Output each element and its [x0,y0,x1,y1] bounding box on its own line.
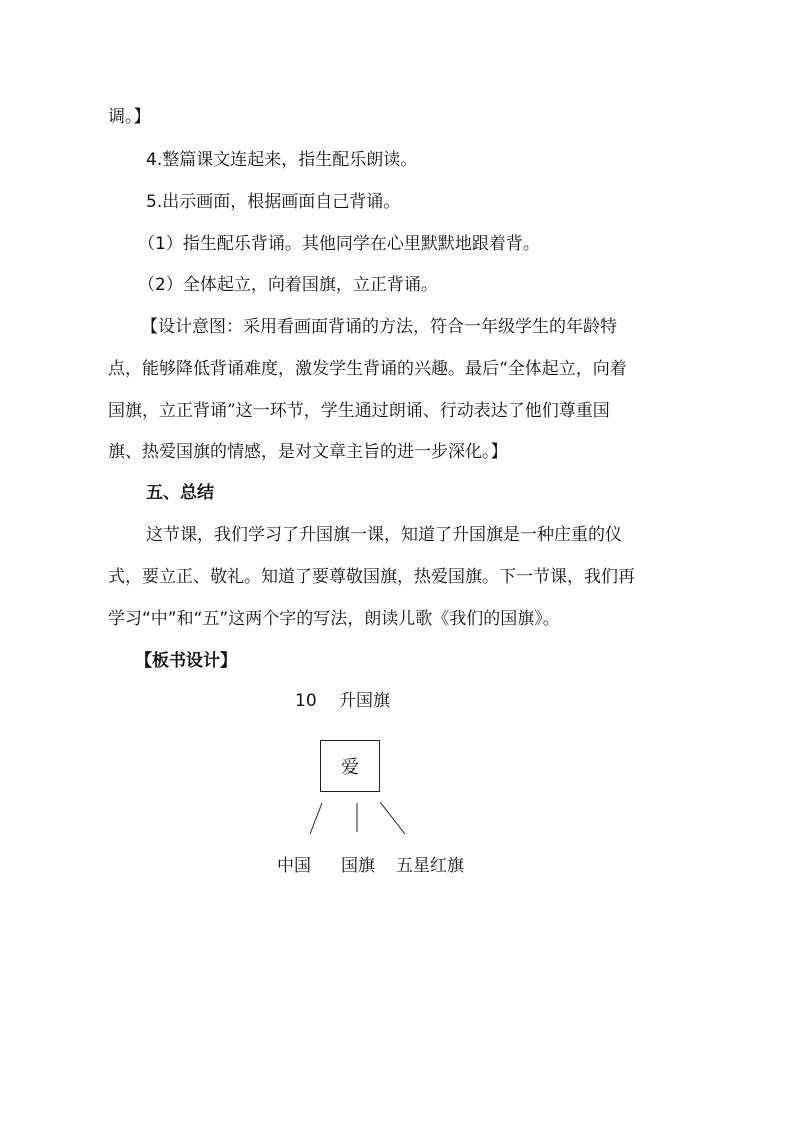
board-branch: 中国 [277,856,311,876]
design-intent-line: 旗、热爱国旗的情感，是对文章主旨的进一步深化。】 [108,442,508,462]
text-line: 5.出示画面，根据画面自己背诵。 [146,192,401,212]
text-line: （1）指生配乐背诵。其他同学在心里默默地跟着背。 [138,234,540,254]
section-heading: 五、总结 [146,483,214,503]
board-branch: 国旗 [341,856,375,876]
summary-line: 这节课，我们学习了升国旗一课，知道了升国旗是一种庄重的仪 [146,525,622,545]
text-line: 调。】 [108,107,151,127]
summary-line: 式，要立正、敬礼。知道了要尊敬国旗，热爱国旗。下一节课，我们再 [108,567,635,587]
board-heading: 【板书设计】 [135,651,237,671]
connector-left [310,803,322,834]
design-intent-line: 点，能够降低背诵难度，激发学生背诵的兴趣。最后“全体起立，向着 [108,359,627,379]
connector-right [380,802,405,834]
design-intent-line: 国旗，立正背诵”这一环节，学生通过朗诵、行动表达了他们尊重国 [108,401,610,421]
board-lesson-number: 10 [295,691,317,711]
design-intent-line: 【设计意图：采用看画面背诵的方法，符合一年级学生的年龄特 [141,317,617,337]
board-center-word: 爱 [341,757,359,778]
text-line: 4.整篇课文连起来，指生配乐朗读。 [146,150,418,170]
board-lesson-title: 升国旗 [339,691,390,711]
summary-line: 学习“中”和“五”这两个字的写法，朗读儿歌《我们的国旗》。 [108,609,560,629]
text-line: （2）全体起立，向着国旗，立正背诵。 [138,275,438,295]
board-branch: 五星红旗 [396,856,464,876]
